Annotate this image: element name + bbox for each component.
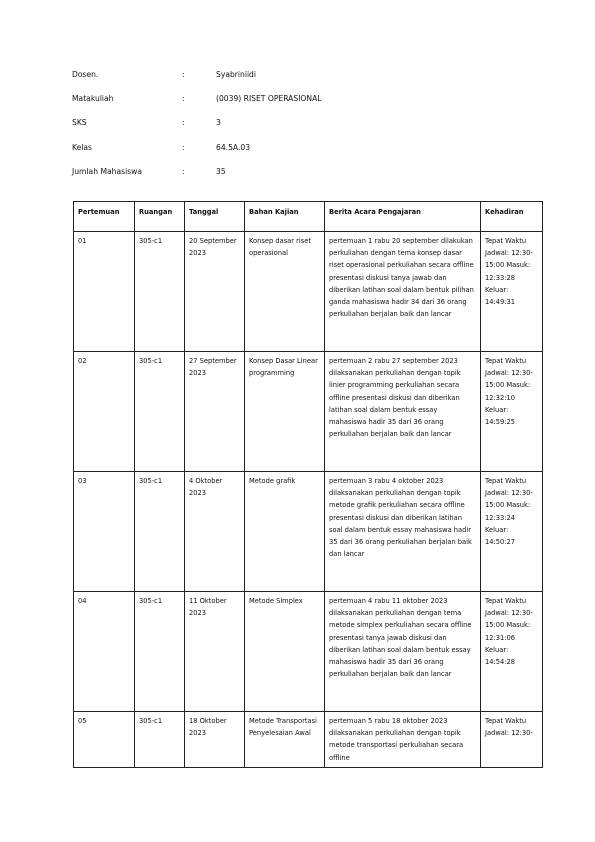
- header-berita-acara: Berita Acara Pengajaran: [325, 202, 481, 232]
- cell-kehadiran: Tepat Waktu Jadwal: 12:30-15:00 Masuk: 12:31:06 Keluar: 14:54:28: [481, 592, 543, 712]
- cell-berita-acara: pertemuan 2 rabu 27 september 2023 dilaksanakan perkuliahan dengan topik linier programming perkuliahan secara offline presentasi diskusi dan diberikan latihan soal dalam bentuk essay mahasiswa hadir 35 dari 36 orang perkuliahan berjalan baik dan lancar: [325, 352, 481, 472]
- header-tanggal: Tanggal: [185, 202, 245, 232]
- info-label: Jumlah Mahasiswa: [72, 166, 142, 176]
- cell-ruangan: 305-c1: [135, 232, 185, 352]
- header-kehadiran: Kehadiran: [481, 202, 543, 232]
- info-value: 3: [216, 118, 221, 128]
- cell-tanggal: 27 September 2023: [185, 352, 245, 472]
- cell-kehadiran: Tepat Waktu Jadwal: 12:30-15:00 Masuk: 12:32:10 Keluar: 14:59:25: [481, 352, 543, 472]
- table-row: [74, 592, 543, 712]
- info-row-jumlah-mahasiswa: [72, 167, 416, 191]
- cell-pertemuan: 05: [74, 712, 135, 768]
- info-row-kelas: [72, 143, 416, 167]
- cell-bahan-kajian: Konsep dasar riset operasional: [245, 232, 325, 352]
- table-row: [74, 352, 543, 472]
- info-label: SKS: [72, 118, 87, 128]
- cell-berita-acara: pertemuan 3 rabu 4 oktober 2023 dilaksanakan perkuliahan dengan topik metode grafik perkuliahan secara offline presentasi diskusi dan diberikan latihan soal dalam bentuk essay mahasiswa hadir 35 dari 36 orang perkuliahan berjalan baik dan lancar: [325, 472, 481, 592]
- cell-tanggal: 20 September 2023: [185, 232, 245, 352]
- cell-berita-acara: pertemuan 5 rabu 18 oktober 2023 dilaksanakan perkuliahan dengan topik metode transportasi perkuliahan secara offline: [325, 712, 481, 768]
- info-label: Dosen.: [72, 70, 99, 79]
- info-label: Kelas: [72, 142, 92, 152]
- table-header-row: [74, 202, 543, 232]
- cell-ruangan: 305-c1: [135, 712, 185, 768]
- cell-pertemuan: 02: [74, 352, 135, 472]
- cell-ruangan: 305-c1: [135, 352, 185, 472]
- info-label: Matakuliah: [72, 94, 114, 104]
- cell-ruangan: 305-c1: [135, 592, 185, 712]
- info-separator: :: [182, 94, 185, 104]
- cell-berita-acara: pertemuan 4 rabu 11 oktober 2023 dilaksanakan perkuliahan dengan tema metode simplex perkuliahan secara offline presentasi tanya jawab diskusi dan diberikan latihan soal dalam bentuk essay mahasiswa hadir 35 dari 36 orang perkuliahan berjalan baik dan lancar: [325, 592, 481, 712]
- cell-pertemuan: 01: [74, 232, 135, 352]
- cell-bahan-kajian: Metode Transportasi Penyelesaian Awal: [245, 712, 325, 768]
- table-row: [74, 232, 543, 352]
- cell-tanggal: 4 Oktober 2023: [185, 472, 245, 592]
- info-separator: :: [182, 118, 185, 128]
- header-ruangan: Ruangan: [135, 202, 185, 232]
- cell-pertemuan: 04: [74, 592, 135, 712]
- info-value: (0039) RISET OPERASIONAL: [216, 94, 322, 104]
- info-separator: :: [182, 70, 185, 79]
- cell-kehadiran: Tepat Waktu Jadwal: 12:30-15:00 Masuk: 12:33:24 Keluar: 14:50:27: [481, 472, 543, 592]
- cell-kehadiran: Tepat Waktu Jadwal: 12:30-15:00 Masuk: 12:33:28 Keluar: 14:49:31: [481, 232, 543, 352]
- cell-pertemuan: 03: [74, 472, 135, 592]
- cell-bahan-kajian: Metode grafik: [245, 472, 325, 592]
- cell-tanggal: 18 Oktober 2023: [185, 712, 245, 768]
- course-info: [72, 70, 416, 191]
- info-row-matakuliah: [72, 94, 416, 118]
- cell-bahan-kajian: Konsep Dasar Linear programming: [245, 352, 325, 472]
- table-row: [74, 712, 543, 768]
- header-pertemuan: Pertemuan: [74, 202, 135, 232]
- info-separator: :: [182, 142, 185, 152]
- info-value: Syabriniidi: [216, 70, 256, 79]
- info-separator: :: [182, 166, 185, 176]
- cell-ruangan: 305-c1: [135, 472, 185, 592]
- table-row: [74, 472, 543, 592]
- info-row-sks: [72, 118, 416, 142]
- attendance-table: [73, 201, 543, 768]
- cell-bahan-kajian: Metode Simplex: [245, 592, 325, 712]
- info-value: 64.5A.03: [216, 142, 251, 152]
- info-value: 35: [216, 166, 226, 176]
- cell-tanggal: 11 Oktober 2023: [185, 592, 245, 712]
- cell-berita-acara: pertemuan 1 rabu 20 september dilakukan perkuliahan dengan tema konsep dasar riset operasional perkuliahan secara offline presentasi diskusi tanya jawab dan diberikan latihan soal dalam bentuk pilihan ganda mahasiswa hadir 34 dari 36 orang perkuliahan berjalan baik dan lancar: [325, 232, 481, 352]
- header-bahan-kajian: Bahan Kajian: [245, 202, 325, 232]
- info-row-dosen: [72, 70, 416, 94]
- cell-kehadiran: Tepat Waktu Jadwal: 12:30-: [481, 712, 543, 768]
